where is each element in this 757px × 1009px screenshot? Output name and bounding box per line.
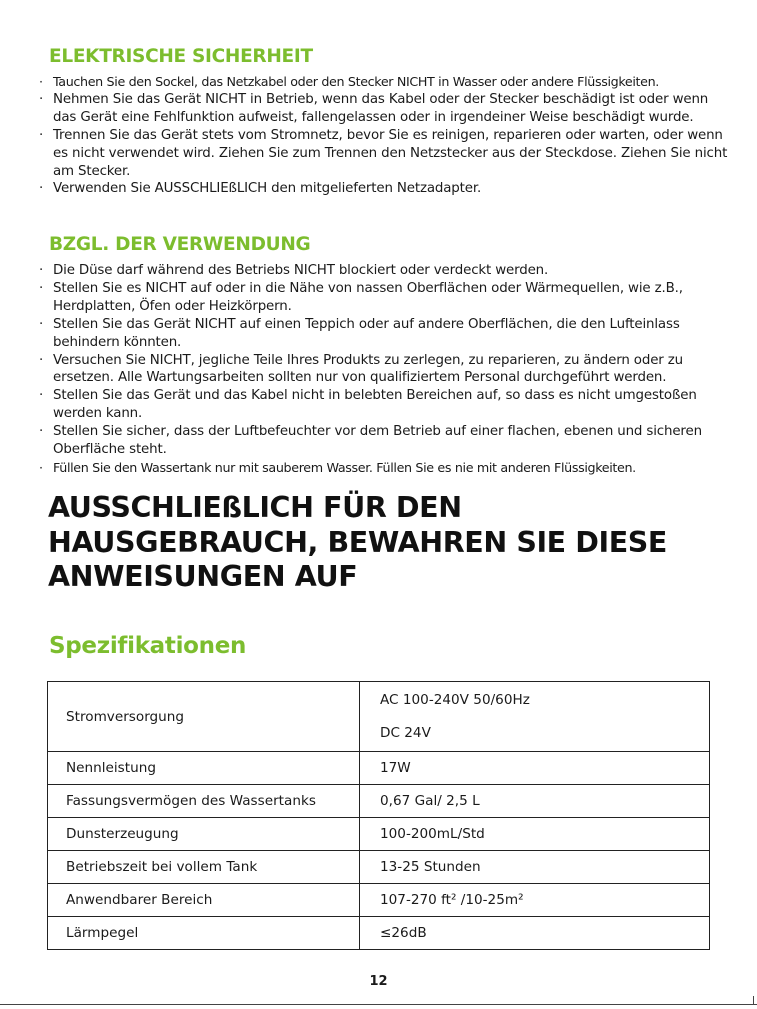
- spec-label: Betriebszeit bei vollem Tank: [48, 851, 360, 884]
- spec-value: 13-25 Stunden: [360, 851, 710, 884]
- spec-value: 17W: [360, 752, 710, 785]
- list-item: · Füllen Sie den Wassertank nur mit sauberem Wasser. Füllen Sie es nie mit anderen Flüssigkeiten.: [39, 459, 729, 477]
- table-row: [48, 785, 710, 818]
- list-item: · Tauchen Sie den Sockel, das Netzkabel oder den Stecker NICHT in Wasser oder andere Flüssigkeiten.: [39, 73, 729, 91]
- list-item: · Nehmen Sie das Gerät NICHT in Betrieb, wenn das Kabel oder der Stecker beschädigt ist oder wenn das Gerät eine Fehlfunktion aufweist, fallengelassen oder in irgendeiner Weise beschädigt wurde.: [39, 91, 729, 127]
- notice-line: ANWEISUNGEN AUF: [48, 560, 358, 593]
- list-item: · Versuchen Sie NICHT, jegliche Teile Ihres Produkts zu zerlegen, zu reparieren, zu ändern oder zu ersetzen. Alle Wartungsarbeiten sollten nur von qualifiziertem Personal durchgeführt werden.: [39, 352, 729, 388]
- notice-line: HAUSGEBRAUCH, BEWAHREN SIE DIESE: [48, 525, 667, 559]
- list-item: · Stellen Sie sicher, dass der Luftbefeuchter vor dem Betrieb auf einer flachen, ebenen und sicheren Oberfläche steht.: [39, 423, 729, 459]
- notice-line: AUSSCHLIEßLICH FÜR DEN: [48, 491, 462, 524]
- spec-label: Lärmpegel: [48, 917, 360, 950]
- list-item: · Stellen Sie das Gerät NICHT auf einen Teppich oder auf andere Oberflächen, die den Lufteinlass behindern könnten.: [39, 316, 729, 352]
- spec-value: 0,67 Gal/ 2,5 L: [360, 785, 710, 818]
- electrical-safety-list: [39, 73, 729, 198]
- spec-value-line: AC 100-240V 50/60Hz: [380, 692, 530, 708]
- spec-value: 100-200mL/Std: [360, 818, 710, 851]
- usage-heading: BZGL. DER VERWENDUNG: [49, 234, 311, 255]
- table-row: [48, 917, 710, 950]
- table-row: [48, 884, 710, 917]
- list-item: · Stellen Sie es NICHT auf oder in die Nähe von nassen Oberflächen oder Wärmequellen, wie z.B., Herdplatten, Öfen oder Heizkörpern.: [39, 280, 729, 316]
- table-row: [48, 818, 710, 851]
- household-use-notice: [48, 491, 748, 595]
- table-row: [48, 682, 710, 752]
- specifications-table: [47, 681, 710, 950]
- table-row: [48, 851, 710, 884]
- spec-label: Nennleistung: [48, 752, 360, 785]
- usage-list: [39, 262, 729, 477]
- specifications-heading: Spezifikationen: [49, 633, 247, 659]
- spec-label: Dunsterzeugung: [48, 818, 360, 851]
- spec-value: ≤26dB: [360, 917, 710, 950]
- spec-label: Stromversorgung: [48, 682, 360, 752]
- list-item: · Stellen Sie das Gerät und das Kabel nicht in belebten Bereichen auf, so dass es nicht umgestoßen werden kann.: [39, 387, 729, 423]
- spec-value: [360, 682, 710, 752]
- spec-label: Fassungsvermögen des Wassertanks: [48, 785, 360, 818]
- electrical-safety-heading: ELEKTRISCHE SICHERHEIT: [49, 46, 313, 67]
- page-bottom-rule: [0, 1004, 757, 1005]
- list-item: · Trennen Sie das Gerät stets vom Stromnetz, bevor Sie es reinigen, reparieren oder warten, oder wenn es nicht verwendet wird. Ziehen Sie zum Trennen den Netzstecker aus der Steckdose. Ziehen Sie nicht am Stecker.: [39, 127, 729, 181]
- page-number: 12: [369, 974, 388, 989]
- spec-value-line: DC 24V: [380, 725, 431, 741]
- spec-label: Anwendbarer Bereich: [48, 884, 360, 917]
- page-corner-rule: [753, 996, 754, 1005]
- list-item: · Die Düse darf während des Betriebs NICHT blockiert oder verdeckt werden.: [39, 262, 729, 280]
- spec-value: 107-270 ft² /10-25m²: [360, 884, 710, 917]
- list-item: · Verwenden Sie AUSSCHLIEßLICH den mitgelieferten Netzadapter.: [39, 180, 729, 198]
- table-row: [48, 752, 710, 785]
